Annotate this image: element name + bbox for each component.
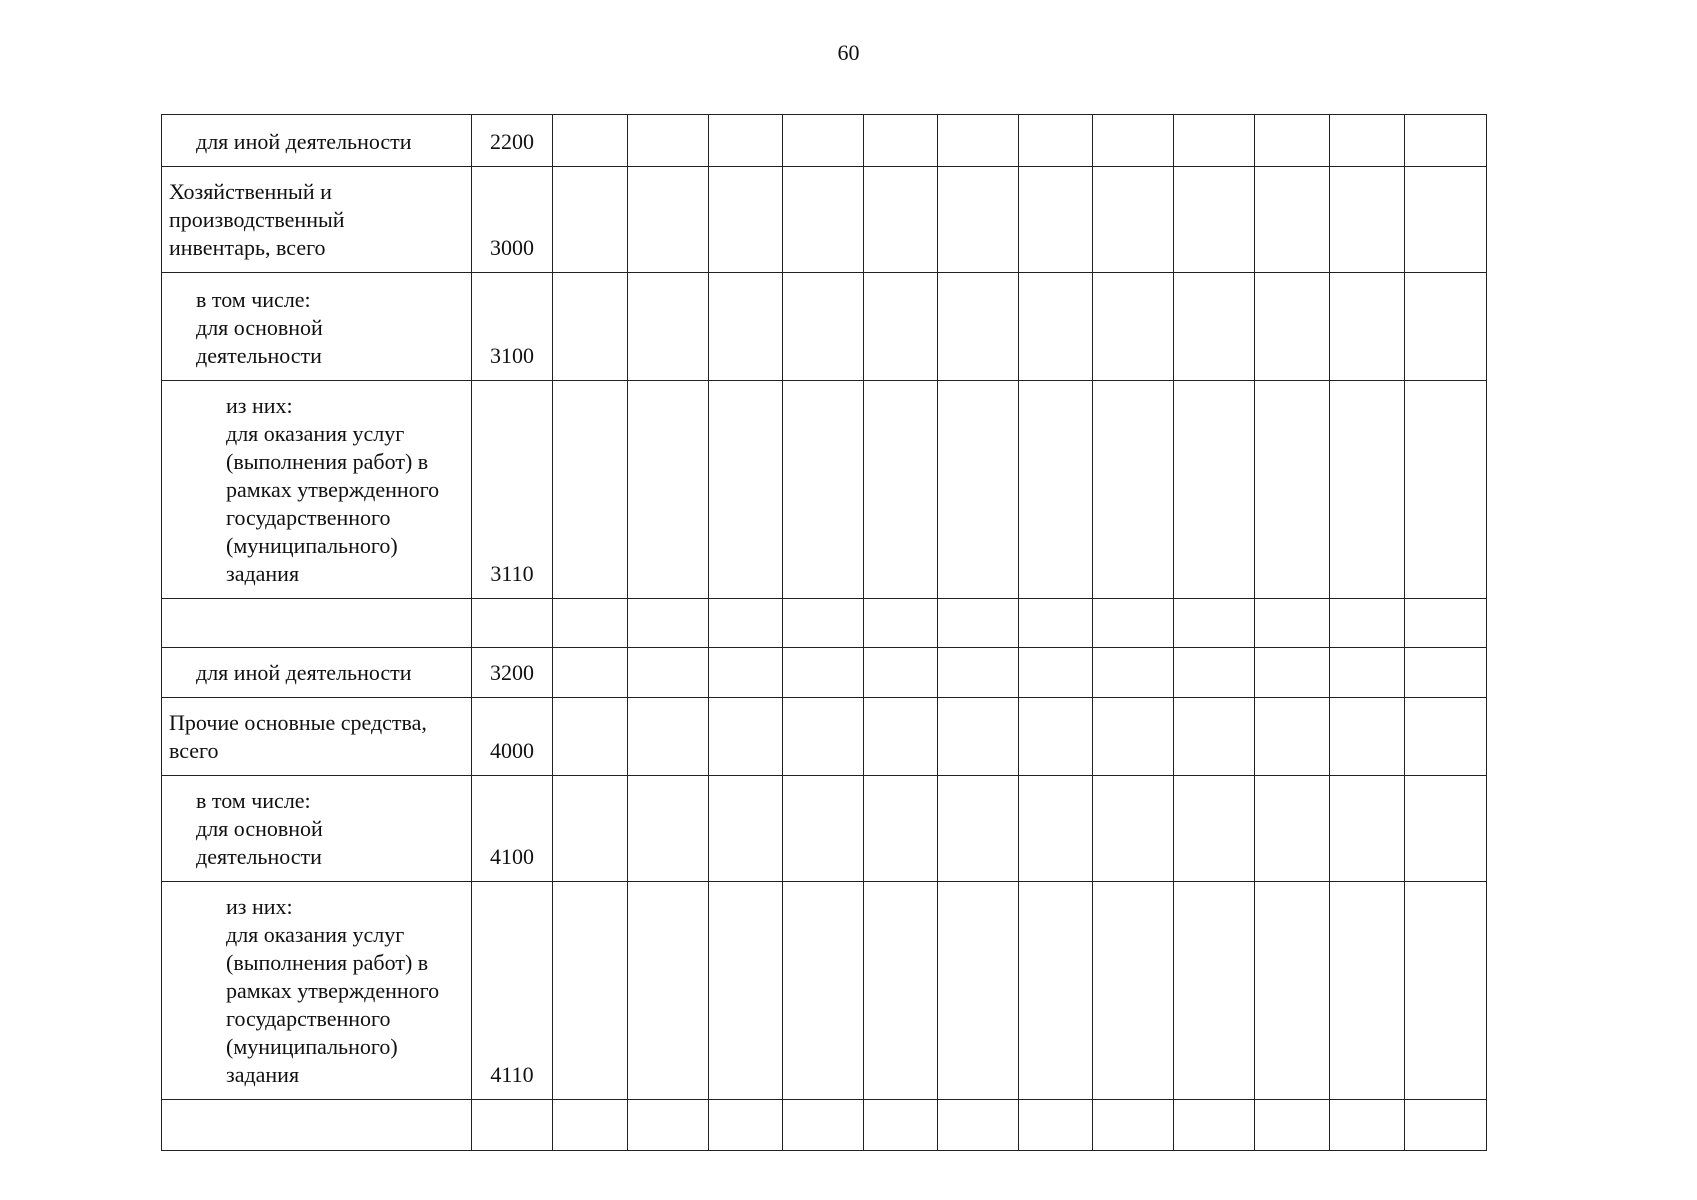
data-cell — [1405, 698, 1487, 776]
data-cell — [1174, 1100, 1255, 1151]
data-cell — [1019, 273, 1093, 381]
data-cell — [783, 167, 864, 273]
data-cell — [938, 273, 1019, 381]
data-cell — [1255, 648, 1330, 698]
data-cell — [553, 648, 628, 698]
table-row — [162, 381, 1487, 599]
data-cell — [1330, 648, 1405, 698]
table-row — [162, 599, 1487, 648]
data-cell — [553, 273, 628, 381]
data-cell — [1405, 167, 1487, 273]
data-cell — [1093, 115, 1174, 167]
data-cell — [1093, 1100, 1174, 1151]
data-cell — [1255, 167, 1330, 273]
data-cell — [1405, 381, 1487, 599]
data-cell — [628, 115, 709, 167]
data-cell — [628, 648, 709, 698]
data-cell — [628, 273, 709, 381]
data-cell — [628, 1100, 709, 1151]
page-number: 60 — [837, 40, 860, 65]
row-code: 3110 — [472, 381, 553, 599]
data-cell — [1330, 381, 1405, 599]
data-cell — [1405, 882, 1487, 1100]
row-code: 2200 — [472, 115, 553, 167]
data-cell — [1174, 882, 1255, 1100]
data-cell — [553, 167, 628, 273]
data-cell — [553, 381, 628, 599]
table-row — [162, 776, 1487, 882]
row-code: 4100 — [472, 776, 553, 882]
row-code: 3000 — [472, 167, 553, 273]
row-label: из них: для оказания услуг (выполнения работ) в рамках утвержденного государственного (муниципального) задания — [162, 381, 472, 599]
data-cell — [709, 115, 783, 167]
data-cell — [1255, 1100, 1330, 1151]
data-cell — [1174, 698, 1255, 776]
data-cell — [628, 167, 709, 273]
data-cell — [1255, 698, 1330, 776]
row-code: 3200 — [472, 648, 553, 698]
data-cell — [1330, 115, 1405, 167]
data-cell — [1019, 381, 1093, 599]
data-cell — [938, 1100, 1019, 1151]
row-label: из них: для оказания услуг (выполнения работ) в рамках утвержденного государственного (муниципального) задания — [162, 882, 472, 1100]
data-cell — [1330, 776, 1405, 882]
row-code: 4110 — [472, 882, 553, 1100]
data-cell — [1093, 882, 1174, 1100]
data-cell — [553, 882, 628, 1100]
data-cell — [1405, 776, 1487, 882]
data-cell — [709, 882, 783, 1100]
table-row — [162, 273, 1487, 381]
table-row — [162, 698, 1487, 776]
data-cell — [1330, 1100, 1405, 1151]
data-cell — [864, 167, 938, 273]
table-row — [162, 648, 1487, 698]
data-cell — [1255, 115, 1330, 167]
data-cell — [709, 599, 783, 648]
row-label — [162, 1100, 472, 1151]
data-cell — [628, 599, 709, 648]
data-cell — [1093, 776, 1174, 882]
data-cell — [864, 115, 938, 167]
row-label: для иной деятельности — [162, 115, 472, 167]
row-code: 4000 — [472, 698, 553, 776]
data-cell — [709, 1100, 783, 1151]
data-cell — [938, 776, 1019, 882]
data-cell — [938, 698, 1019, 776]
data-cell — [783, 882, 864, 1100]
data-cell — [783, 648, 864, 698]
data-cell — [628, 698, 709, 776]
data-cell — [628, 381, 709, 599]
data-cell — [1093, 167, 1174, 273]
data-cell — [938, 599, 1019, 648]
data-cell — [1093, 599, 1174, 648]
data-cell — [864, 381, 938, 599]
data-cell — [1174, 381, 1255, 599]
table-body — [162, 115, 1487, 1151]
data-cell — [709, 648, 783, 698]
data-cell — [1019, 1100, 1093, 1151]
data-cell — [1255, 273, 1330, 381]
table-row — [162, 167, 1487, 273]
table-row — [162, 882, 1487, 1100]
data-cell — [628, 882, 709, 1100]
data-cell — [1255, 599, 1330, 648]
row-label: в том числе: для основной деятельности — [162, 273, 472, 381]
data-cell — [864, 648, 938, 698]
data-cell — [1019, 698, 1093, 776]
data-cell — [783, 599, 864, 648]
data-cell — [864, 599, 938, 648]
data-cell — [553, 1100, 628, 1151]
row-label: Прочие основные средства, всего — [162, 698, 472, 776]
data-cell — [1330, 167, 1405, 273]
data-cell — [553, 115, 628, 167]
data-cell — [938, 167, 1019, 273]
data-cell — [783, 273, 864, 381]
data-cell — [938, 115, 1019, 167]
data-cell — [709, 167, 783, 273]
data-cell — [1093, 381, 1174, 599]
data-cell — [1405, 648, 1487, 698]
data-cell — [553, 776, 628, 882]
data-cell — [709, 273, 783, 381]
data-cell — [1255, 381, 1330, 599]
row-label: для иной деятельности — [162, 648, 472, 698]
data-cell — [709, 381, 783, 599]
row-label — [162, 599, 472, 648]
data-cell — [1019, 599, 1093, 648]
data-cell — [1174, 167, 1255, 273]
data-cell — [938, 882, 1019, 1100]
table-row — [162, 1100, 1487, 1151]
data-cell — [938, 648, 1019, 698]
data-cell — [1330, 273, 1405, 381]
row-label: в том числе: для основной деятельности — [162, 776, 472, 882]
data-cell — [1330, 698, 1405, 776]
data-cell — [1174, 776, 1255, 882]
row-label: Хозяйственный и производственный инвентарь, всего — [162, 167, 472, 273]
data-cell — [864, 882, 938, 1100]
data-cell — [553, 599, 628, 648]
data-cell — [1330, 882, 1405, 1100]
row-code — [472, 1100, 553, 1151]
data-cell — [783, 381, 864, 599]
data-cell — [783, 115, 864, 167]
data-cell — [783, 776, 864, 882]
data-cell — [1019, 167, 1093, 273]
data-cell — [1405, 115, 1487, 167]
data-cell — [1405, 1100, 1487, 1151]
data-cell — [1255, 776, 1330, 882]
data-cell — [709, 698, 783, 776]
table-row — [162, 115, 1487, 167]
data-cell — [1330, 599, 1405, 648]
data-cell — [1019, 648, 1093, 698]
assets-table — [161, 114, 1487, 1151]
data-cell — [864, 273, 938, 381]
data-cell — [783, 698, 864, 776]
data-cell — [864, 1100, 938, 1151]
data-cell — [709, 776, 783, 882]
data-cell — [1093, 648, 1174, 698]
data-cell — [553, 698, 628, 776]
data-cell — [1093, 273, 1174, 381]
data-cell — [1405, 599, 1487, 648]
row-code: 3100 — [472, 273, 553, 381]
data-cell — [1019, 776, 1093, 882]
data-cell — [1174, 273, 1255, 381]
data-cell — [1174, 599, 1255, 648]
data-cell — [628, 776, 709, 882]
data-cell — [1174, 115, 1255, 167]
data-cell — [864, 698, 938, 776]
data-cell — [1405, 273, 1487, 381]
data-cell — [1174, 648, 1255, 698]
data-cell — [1019, 882, 1093, 1100]
data-cell — [1019, 115, 1093, 167]
row-code — [472, 599, 553, 648]
data-cell — [938, 381, 1019, 599]
data-cell — [1093, 698, 1174, 776]
data-cell — [783, 1100, 864, 1151]
data-cell — [1255, 882, 1330, 1100]
data-cell — [864, 776, 938, 882]
